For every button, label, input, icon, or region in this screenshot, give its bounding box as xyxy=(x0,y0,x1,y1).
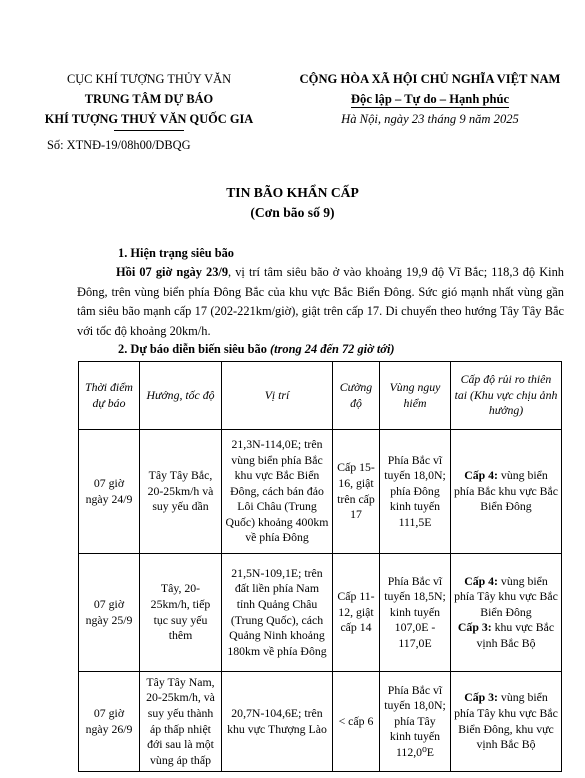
cell-danger: Phía Bắc vĩ tuyến 18,5N; kinh tuyến 107,0E - 117,0E xyxy=(380,554,451,672)
cell-position: 21,3N-114,0E; trên vùng biển phía Bắc khu vực Bắc Biển Đông, cách bán đảo Lôi Châu (Trung Quốc) khoảng 400km về phía Đông xyxy=(222,430,333,554)
motto: Độc lập – Tự do – Hạnh phúc xyxy=(350,92,510,106)
section-1-body xyxy=(77,263,564,341)
cell-time: 07 giờ ngày 24/9 xyxy=(79,430,140,554)
col-header-time: Thời điểm dự báo xyxy=(79,362,140,430)
risk-level: Cấp 4: xyxy=(464,468,498,483)
col-header-risk: Cấp độ rủi ro thiên tai (Khu vực chịu ảnh hưởng) xyxy=(451,362,562,430)
col-header-position: Vị trí xyxy=(222,362,333,430)
national-header xyxy=(282,69,578,129)
risk-area: vùng biển phía Bắc khu vực Bắc Biển Đông xyxy=(454,468,559,514)
agency-line-1: CỤC KHÍ TƯỢNG THỦY VĂN xyxy=(66,72,232,86)
section-1-text: , vị trí tâm siêu bão ở vào khoảng 19,9 độ Vĩ Bắc; 118,3 độ Kinh Đông, trên vùng biển phía Đông Bắc của khu vực Bắc Biển Đông. Sức gió mạnh nhất vùng gần tâm siêu bão mạnh cấp 17 (202-221km/giờ), giật trên cấp 17. Di chuyển theo hướng Tây Tây Bắc với tốc độ khoảng 20km/h. xyxy=(77,265,564,338)
cell-intensity: < cấp 6 xyxy=(333,672,380,772)
cell-risk xyxy=(451,672,562,772)
table-row xyxy=(79,672,562,772)
cell-direction: Tây Tây Nam, 20-25km/h, và suy yếu thành áp thấp nhiệt đới sau là một vùng áp thấp xyxy=(140,672,222,772)
risk-level: Cấp 4: xyxy=(464,573,498,588)
cell-risk xyxy=(451,554,562,672)
section-2-heading-main: 2. Dự báo diễn biến siêu bão xyxy=(118,342,271,356)
section-2-heading-note: (trong 24 đến 72 giờ tới) xyxy=(270,342,395,356)
risk-area: vùng biển phía Tây khu vực Bắc Biển Đông, khu vực vịnh Bắc Bộ xyxy=(454,690,558,752)
cell-time: 07 giờ ngày 26/9 xyxy=(79,672,140,772)
risk-level: Cấp 3: xyxy=(457,620,492,635)
agency-header xyxy=(30,69,268,131)
section-2-heading xyxy=(118,340,395,360)
risk-level: Cấp 3: xyxy=(464,690,498,705)
cell-intensity: Cấp 15-16, giật trên cấp 17 xyxy=(333,430,380,554)
document-title: TIN BÃO KHẨN CẤP xyxy=(226,185,359,200)
agency-line-3: KHÍ TƯỢNG THUỶ VĂN QUỐC GIA xyxy=(44,112,254,126)
cell-time: 07 giờ ngày 25/9 xyxy=(79,554,140,672)
risk-area: vùng biển phía Tây khu vực Bắc Biển Đông xyxy=(454,573,558,619)
document-number: Số: XTNĐ-19/08h00/DBQG xyxy=(47,138,191,152)
col-header-direction: Hướng, tốc độ xyxy=(140,362,222,430)
agency-line-2: TRUNG TÂM DỰ BÁO xyxy=(84,92,214,106)
section-1-lead: Hồi 07 giờ ngày 23/9 xyxy=(116,265,229,279)
cell-direction: Tây, 20-25km/h, tiếp tục suy yếu thêm xyxy=(140,554,222,672)
risk-area: khu vực Bắc vịnh Bắc Bộ xyxy=(476,620,555,650)
cell-danger: Phía Bắc vĩ tuyến 18,0N; phía Đông kinh tuyến 111,5E xyxy=(380,430,451,554)
table-header-row xyxy=(79,362,562,430)
cell-intensity: Cấp 11-12, giật cấp 14 xyxy=(333,554,380,672)
col-header-intensity: Cường độ xyxy=(333,362,380,430)
cell-position: 21,5N-109,1E; trên đất liền phía Nam tỉnh Quảng Châu (Trung Quốc), cách Quảng Ninh khoảng 180km về phía Đông xyxy=(222,554,333,672)
cell-risk xyxy=(451,430,562,554)
table-row xyxy=(79,430,562,554)
forecast-table xyxy=(78,361,562,772)
document-subtitle: (Cơn bão số 9) xyxy=(250,205,335,220)
section-1-heading: 1. Hiện trạng siêu bão xyxy=(118,246,234,260)
cell-position: 20,7N-104,6E; trên khu vực Thượng Lào xyxy=(222,672,333,772)
cell-direction: Tây Tây Bắc, 20-25km/h và suy yếu dần xyxy=(140,430,222,554)
document-title-block xyxy=(0,183,585,223)
table-row xyxy=(79,554,562,672)
agency-underline xyxy=(114,130,184,131)
col-header-danger: Vùng nguy hiểm xyxy=(380,362,451,430)
cell-danger: Phía Bắc vĩ tuyến 18,0N; phía Tây kinh tuyến 112,0⁰E xyxy=(380,672,451,772)
country-name: CỘNG HÒA XÃ HỘI CHỦ NGHĨA VIỆT NAM xyxy=(299,72,561,86)
place-date: Hà Nội, ngày 23 tháng 9 năm 2025 xyxy=(341,112,519,126)
